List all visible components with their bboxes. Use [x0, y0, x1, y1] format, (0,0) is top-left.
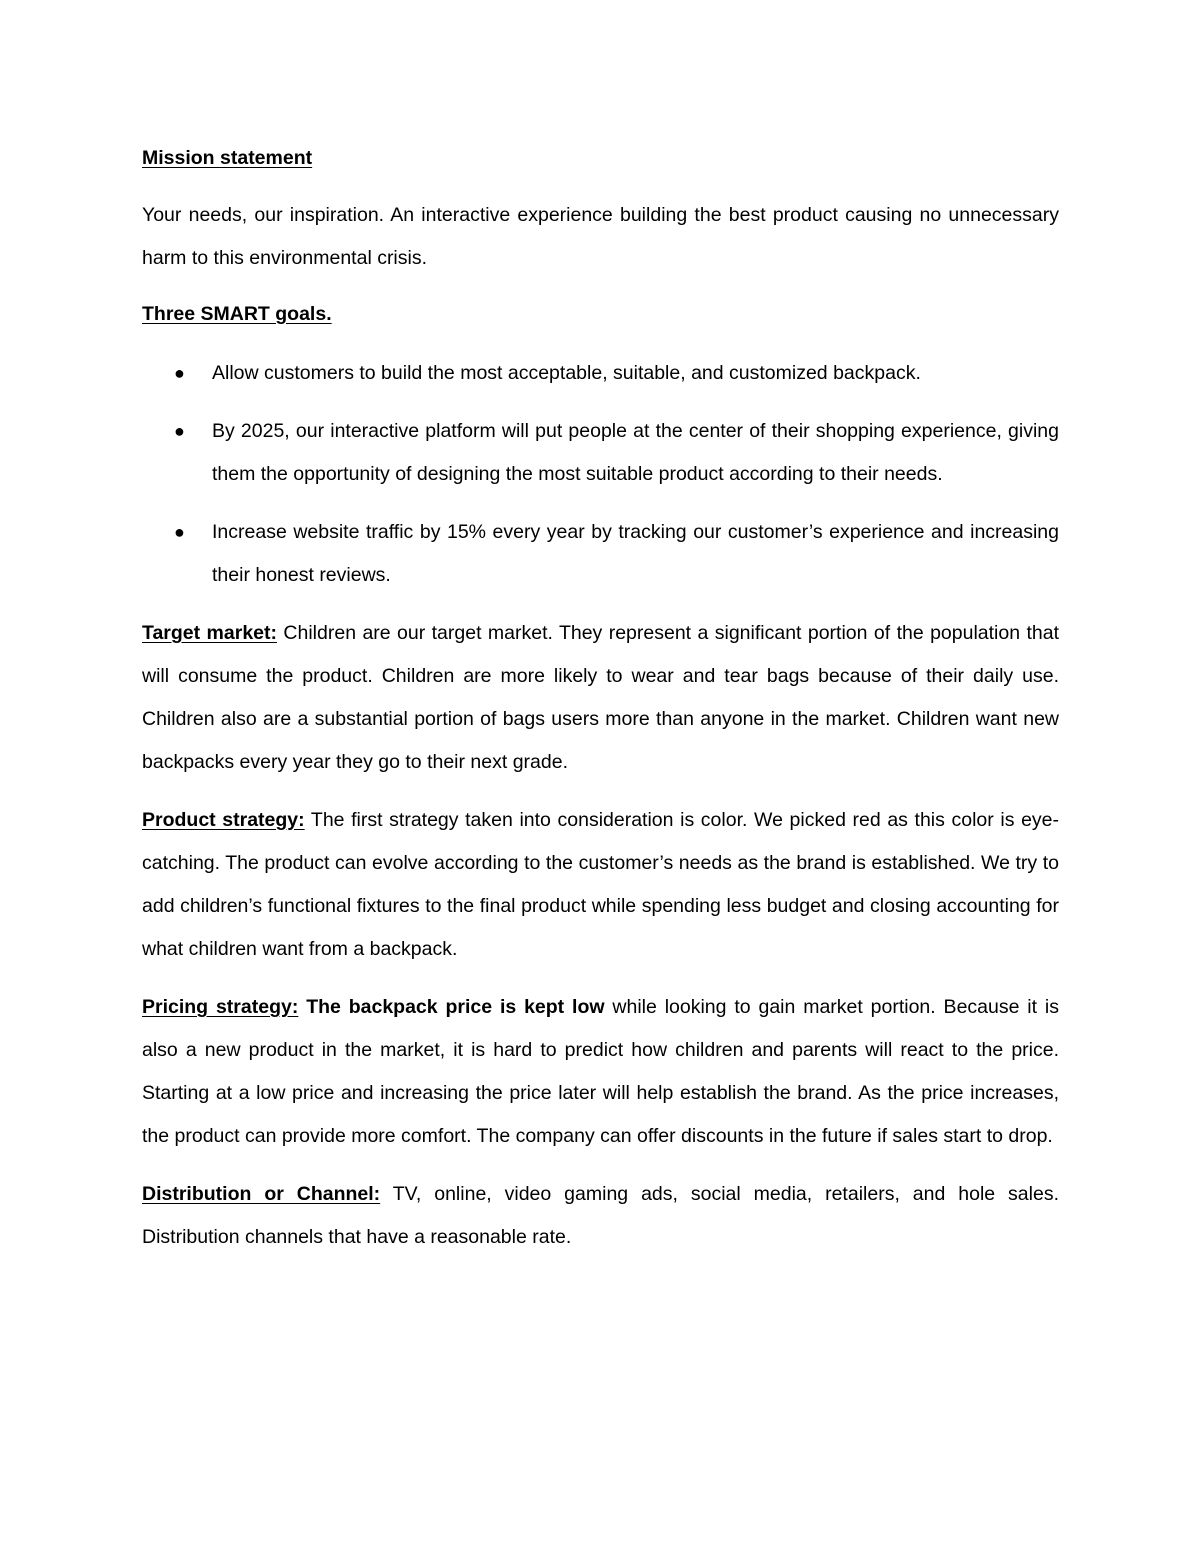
bullet-icon: ●	[174, 421, 185, 441]
mission-text: Your needs, our inspiration. An interactive experience building the best product causing no unnecessary harm to this environmental crisis.	[142, 204, 1059, 269]
goals-list	[142, 352, 1059, 597]
distribution-section	[142, 1173, 1059, 1259]
distribution-text: TV, online, video gaming ads, social media, retailers, and hole sales. Distribution channels that have a reasonable rate.	[142, 1183, 1059, 1248]
target-market-section	[142, 612, 1059, 784]
list-item	[142, 511, 1059, 597]
mission-section	[142, 138, 1059, 178]
mission-heading: Mission statement	[142, 147, 313, 169]
goals-section	[142, 294, 1059, 334]
pricing-strategy-text: while looking to gain market portion. Because it is also a new product in the market, it is hard to predict how children and parents will react to the price. Starting at a low price and increasing the price later will help establish the brand. As the price increases, the product can provide more comfort. The company can offer discounts in the future if sales start to drop.	[142, 996, 1059, 1147]
distribution-heading: Distribution or Channel:	[142, 1183, 381, 1205]
bullet-icon: ●	[174, 363, 185, 383]
document-page	[142, 138, 1059, 1274]
goals-heading: Three SMART goals.	[142, 303, 332, 325]
product-strategy-section	[142, 799, 1059, 971]
target-market-heading: Target market:	[142, 622, 278, 644]
goal-text: By 2025, our interactive platform will put people at the center of their shopping experience, giving them the opportunity of designing the most suitable product according to their needs.	[212, 420, 1059, 485]
list-item	[142, 410, 1059, 496]
pricing-strategy-heading: Pricing strategy:	[142, 996, 299, 1018]
bullet-icon: ●	[174, 522, 185, 542]
pricing-strategy-section	[142, 986, 1059, 1158]
product-strategy-text: The first strategy taken into consideration is color. We picked red as this color is eye-catching. The product can evolve according to the customer’s needs as the brand is established. We try to add children’s functional fixtures to the final product while spending less budget and closing accounting for what children want from a backpack.	[142, 809, 1060, 960]
product-strategy-heading: Product strategy:	[142, 809, 305, 831]
target-market-text: Children are our target market. They represent a significant portion of the population that will consume the product. Children are more likely to wear and tear bags because of their daily use. Children also are a substantial portion of bags users more than anyone in the market. Children want new backpacks every year they go to their next grade.	[142, 622, 1060, 773]
pricing-strategy-bold-text: The backpack price is kept low	[298, 996, 605, 1018]
goal-text: Increase website traffic by 15% every year by tracking our customer’s experience and increasing their honest reviews.	[212, 521, 1059, 586]
list-item	[142, 352, 1059, 395]
goal-text: Allow customers to build the most acceptable, suitable, and customized backpack.	[212, 362, 921, 384]
